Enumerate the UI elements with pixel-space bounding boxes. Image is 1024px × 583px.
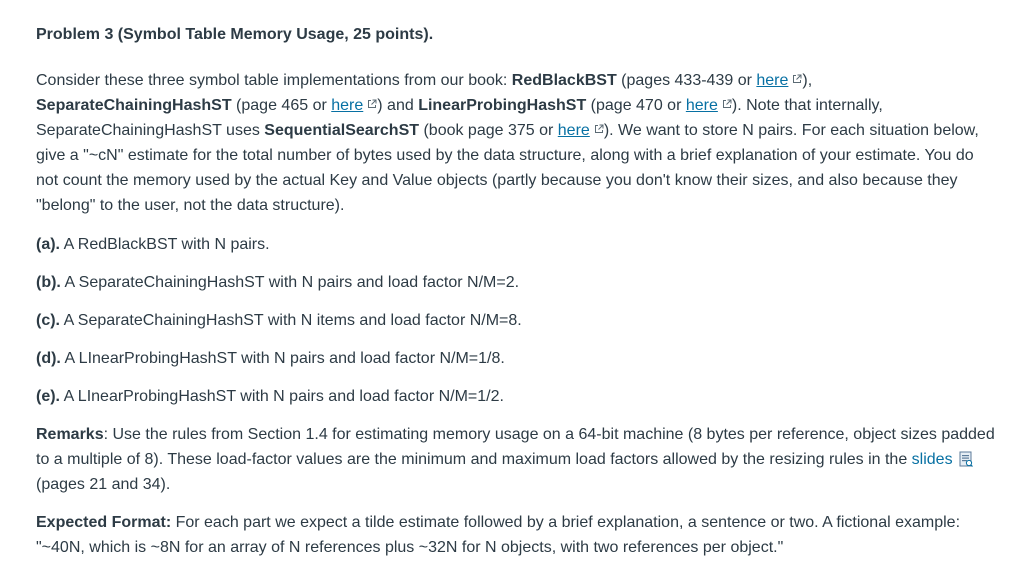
problem-title: Problem 3 (Symbol Table Memory Usage, 25 points).	[36, 26, 434, 43]
part-e	[36, 384, 996, 409]
part-c	[36, 308, 996, 333]
intro-paragraph: Consider these three symbol table implementations from our book: RedBlackBST (pages 433-439 or here ), SeparateChainingHashST (page 465 or here ) and LinearProbingHashST (page 470 or here ). Note that internally, SeparateChainingHashST uses SequentialSearchST (book page 375 or here ). We want to store N pairs. For each situation below, give a "~cN" estimate for the total number of bytes used by the data structure, along with a brief explanation of your estimate. You do not count the memory used by the actual Key and Value objects (partly because you don't know their sizes, and also because they "belong" to the user, not the data structure).	[36, 72, 979, 214]
part-d	[36, 346, 996, 371]
part-label: (a).	[36, 236, 60, 253]
external-link-icon	[792, 74, 802, 84]
part-a	[36, 232, 996, 257]
remarks-paragraph: Remarks: Use the rules from Section 1.4 for estimating memory usage on a 64-bit machine (8 bytes per reference, object sizes padded to a multiple of 8). These load-factor values are the minimum and maximum load factors allowed by the resizing rules in the slides (pages 21 and 34).	[36, 426, 995, 493]
part-label: (b).	[36, 274, 61, 291]
part-text: A SeparateChainingHashST with N items and load factor N/M=8.	[60, 312, 522, 329]
redblackbst-here-link[interactable]: here	[756, 72, 789, 89]
external-link-icon	[367, 99, 377, 109]
part-text: A RedBlackBST with N pairs.	[60, 236, 270, 253]
separatechaining-here-link[interactable]: here	[331, 97, 364, 114]
part-label: (e).	[36, 388, 60, 405]
redblackbst-term: RedBlackBST	[511, 72, 617, 89]
sequentialsearchst-term: SequentialSearchST	[264, 122, 420, 139]
part-label: (d).	[36, 350, 61, 367]
file-preview-icon[interactable]	[959, 451, 973, 467]
external-link-icon	[594, 124, 604, 134]
linearprobing-here-link[interactable]: here	[685, 97, 718, 114]
intro-text-1: Consider these three symbol table implementations from our book:	[36, 72, 512, 89]
expected-format-label: Expected Format:	[36, 514, 172, 531]
expected-format-paragraph: Expected Format: For each part we expect a tilde estimate followed by a brief explanation, a sentence or two. A fictional example: "~40N, which is ~8N for an array of N references plus ~32N for N objects, with two references per object."	[36, 514, 961, 556]
part-label: (c).	[36, 312, 60, 329]
remarks-label: Remarks	[36, 426, 104, 443]
part-text: A LInearProbingHashST with N pairs and load factor N/M=1/8.	[60, 350, 505, 367]
external-link-icon	[722, 99, 732, 109]
part-text: A LInearProbingHashST with N pairs and load factor N/M=1/2.	[60, 388, 504, 405]
separatechaininghashst-term: SeparateChainingHashST	[36, 97, 232, 114]
part-b	[36, 270, 996, 295]
part-text: A SeparateChainingHashST with N pairs and load factor N/M=2.	[60, 274, 520, 291]
linearprobinghashst-term: LinearProbingHashST	[418, 97, 587, 114]
sequentialsearch-here-link[interactable]: here	[557, 122, 590, 139]
problem-document	[36, 24, 996, 560]
slides-link[interactable]: slides	[911, 451, 953, 468]
